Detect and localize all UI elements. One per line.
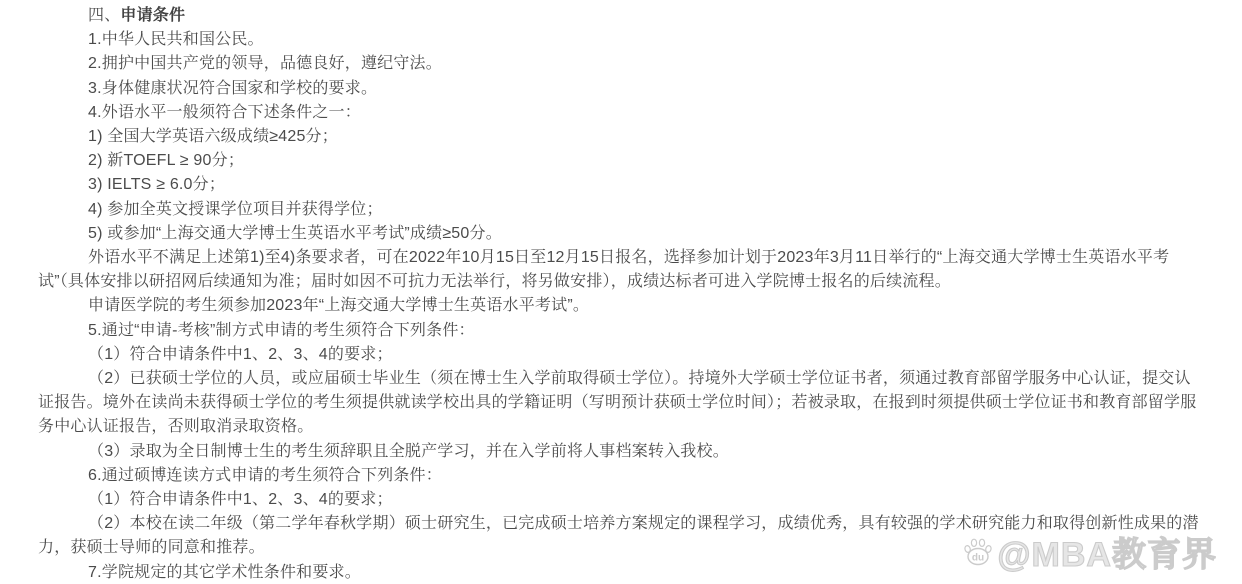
doc-paragraph: 3) IELTS ≥ 6.0分； — [88, 176, 226, 194]
doc-paragraph: （1）符合申请条件中1、2、3、4的要求； — [88, 491, 393, 509]
doc-paragraph: 5.通过“申请-考核”制方式申请的考生须符合下列条件： — [88, 321, 475, 339]
section-heading — [38, 4, 1205, 28]
doc-paragraph: 1) 全国大学英语六级成绩≥425分； — [88, 128, 338, 146]
section-title: 申请条件 — [120, 7, 186, 24]
section-number: 四、 — [88, 7, 121, 24]
doc-paragraph: （2）本校在读二年级（第二学年春秋学期）硕士研究生，已完成硕士培养方案规定的课程学习，成绩优秀，具有较强的学术研究能力和取得创新性成果的潜力，获硕士导师的同意和推荐。 — [38, 515, 1199, 557]
doc-paragraph: （3）录取为全日制博士生的考生须辞职且全脱产学习，并在入学前将人事档案转入我校。 — [88, 442, 729, 460]
doc-paragraph: 2.拥护中国共产党的领导，品德良好，遵纪守法。 — [88, 55, 442, 73]
doc-paragraph: 1.中华人民共和国公民。 — [88, 31, 264, 49]
doc-paragraph: （1）符合申请条件中1、2、3、4的要求； — [88, 345, 393, 363]
watermark-handle: @MBA教育界 — [997, 536, 1217, 574]
doc-paragraph: 3.身体健康状况符合国家和学校的要求。 — [88, 79, 378, 97]
doc-paragraph: 7.学院规定的其它学术性条件和要求。 — [88, 563, 361, 581]
doc-paragraph: 申请医学院的考生须参加2023年“上海交通大学博士生英语水平考试”。 — [88, 297, 590, 315]
doc-paragraph: 5) 或参加“上海交通大学博士生英语水平考试”成绩≥50分。 — [88, 224, 502, 242]
doc-paragraph: 6.通过硕博连读方式申请的考生须符合下列条件： — [88, 466, 442, 484]
doc-paragraph: 4) 参加全英文授课学位项目并获得学位； — [88, 200, 383, 218]
doc-paragraph: 2) 新TOEFL ≥ 90分； — [88, 152, 245, 170]
doc-paragraph: 外语水平不满足上述第1)至4)条要求者，可在2022年10月15日至12月15日报名，选择参加计划于2023年3月11日举行的“上海交通大学博士生英语水平考试”（具体安排以研招网后续通知为准；届时如因不可抗力无法举行，将另做安排），成绩达标者可进入学院博士报名的后续流程。 — [38, 249, 1170, 291]
doc-paragraph: 4.外语水平一般须符合下述条件之一： — [88, 103, 361, 121]
doc-paragraph: （2）已获硕士学位的人员，或应届硕士毕业生（须在博士生入学前取得硕士学位）。持境外大学硕士学位证书者，须通过教育部留学服务中心认证，提交认证报告。境外在读尚未获得硕士学位的考生须提供就读学校出具的学籍证明（写明预计获硕士学位时间）；若被录取，在报到时须提供硕士学位证书和教育部留学服务中心认证报告，否则取消录取资格。 — [38, 370, 1197, 436]
paw-du-label: du — [972, 552, 985, 564]
